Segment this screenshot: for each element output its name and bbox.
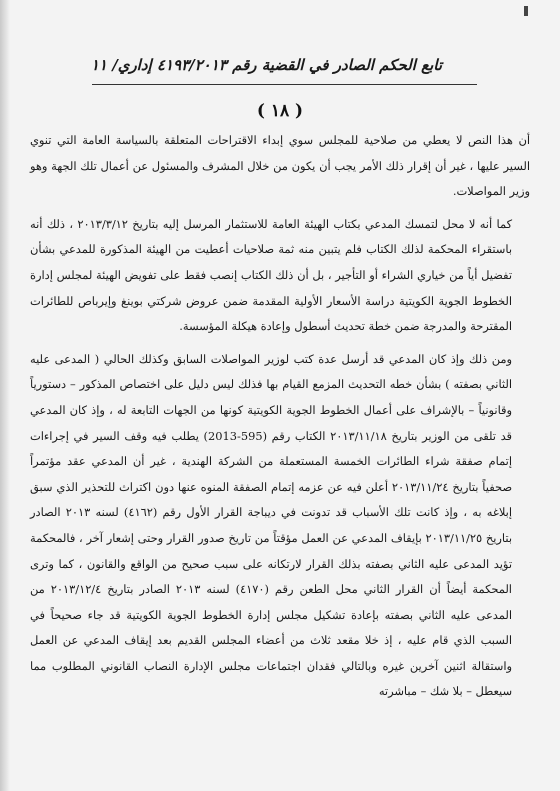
header-rule bbox=[92, 84, 477, 85]
paragraph: كما أنه لا محل لتمسك المدعي بكتاب الهيئة العامة للاستثمار المرسل إليه بتاريخ ٢٠١٣/٣/١٢ ، ذلك أنه باستقراء المحكمة لذلك الكتاب فلم يتبين منه ثمة صلاحيات أعطيت من الهيئة المذكورة للمدعي بشأن تفضيل أياً من خياري الشراء أو التأجير ، بل أن ذلك الكتاب إنصب فقط على تفويض الهيئة لمجلس إدارة الخطوط الجوية الكويتية دراسة الأسعار الأولية المقدمة ضمن عروض شركتي بوينغ وإيرباص للطائرات المقترحة والمدرجة ضمن خطة تحديث أسطول وإعادة هيكلة المؤسسة. bbox=[30, 216, 512, 334]
page-number: ( ١٨ ) bbox=[256, 101, 304, 121]
document-body bbox=[30, 128, 530, 705]
paragraph: ومن ذلك وإذ كان المدعي قد أرسل عدة كتب لوزير المواصلات السابق وكذلك الحالي ( المدعى عليه الثاني بصفته ) بشأن خطه التحديث المزمع القيام بها فذلك ليس دليل على اختصاص المذكور – دستورياً وقانونياً – بالإشراف على أعمال الخطوط الجوية الكويتية كونها من الجهات التابعة له ، وإذ كان المدعي قد تلقى من الوزير بتاريخ ٢٠١٣/١١/١٨ الكتاب رقم (595-2013) يطلب فيه وقف السير في إجراءات إتمام صفقة شراء الطائرات الخمسة المستعملة من الشركة الهندية ، غير أن المدعي عقد مؤتمراً صحفياً بتاريخ ٢٠١٣/١١/٢٤ أعلن فيه عن عزمه إتمام الصفقة المنوه عنها دون اكتراث للتحذير الذي سبق إبلاغه به ، وإذ كانت تلك الأسباب قد تدونت في ديباجة القرار الأول رقم (٤١٦٢) لسنه ٢٠١٣ الصادر بتاريخ ٢٠١٣/١١/٢٥ بإيقاف المدعي عن العمل مؤقتاً من تاريخ صدور القرار وحتى إشعار آخر ، فالمحكمة تؤيد المدعى عليه الثاني بصفته بذلك القرار لارتكانه على سبب صحيح من الواقع والقانون ، كما وترى المحكمة أيضاً أن القرار الثاني محل الطعن رقم (٤١٧٠) لسنه ٢٠١٣ الصادر بتاريخ ٢٠١٣/١٢/٤ من المدعى عليه الثاني بصفته بإعادة تشكيل مجلس إدارة الخطوط الجوية الكويتية قد جاء صحيحاً في السبب الذي قام عليه ، إذ خلا مقعد ثلاث من أعضاء المجلس القديم بعد إيقاف المدعي عن العمل واستقالة اثنين آخرين غيره وبالتالي فقدان اجتماعات مجلس الإدارة النصاب القانوني المطلوب مما سيعطل – بلا شك – مباشرته bbox=[30, 351, 513, 699]
paragraph: أن هذا النص لا يعطي من صلاحية للمجلس سوي إبداء الاقتراحات المتعلقة بالسياسة العامة التي تنوي السير عليها ، غير أن إقرار ذلك الأمر يجب أن يكون من خلال المشرف والمسئول عن أعمال تلك الجهة وهو وزير المواصلات. bbox=[30, 133, 530, 199]
page-header: تابع الحكم الصادر في القضية رقم ٤١٩٣/٢٠١٣ إداري/ ١١ bbox=[90, 56, 442, 74]
scan-edge-shadow bbox=[0, 0, 10, 791]
scan-mark bbox=[524, 6, 528, 16]
